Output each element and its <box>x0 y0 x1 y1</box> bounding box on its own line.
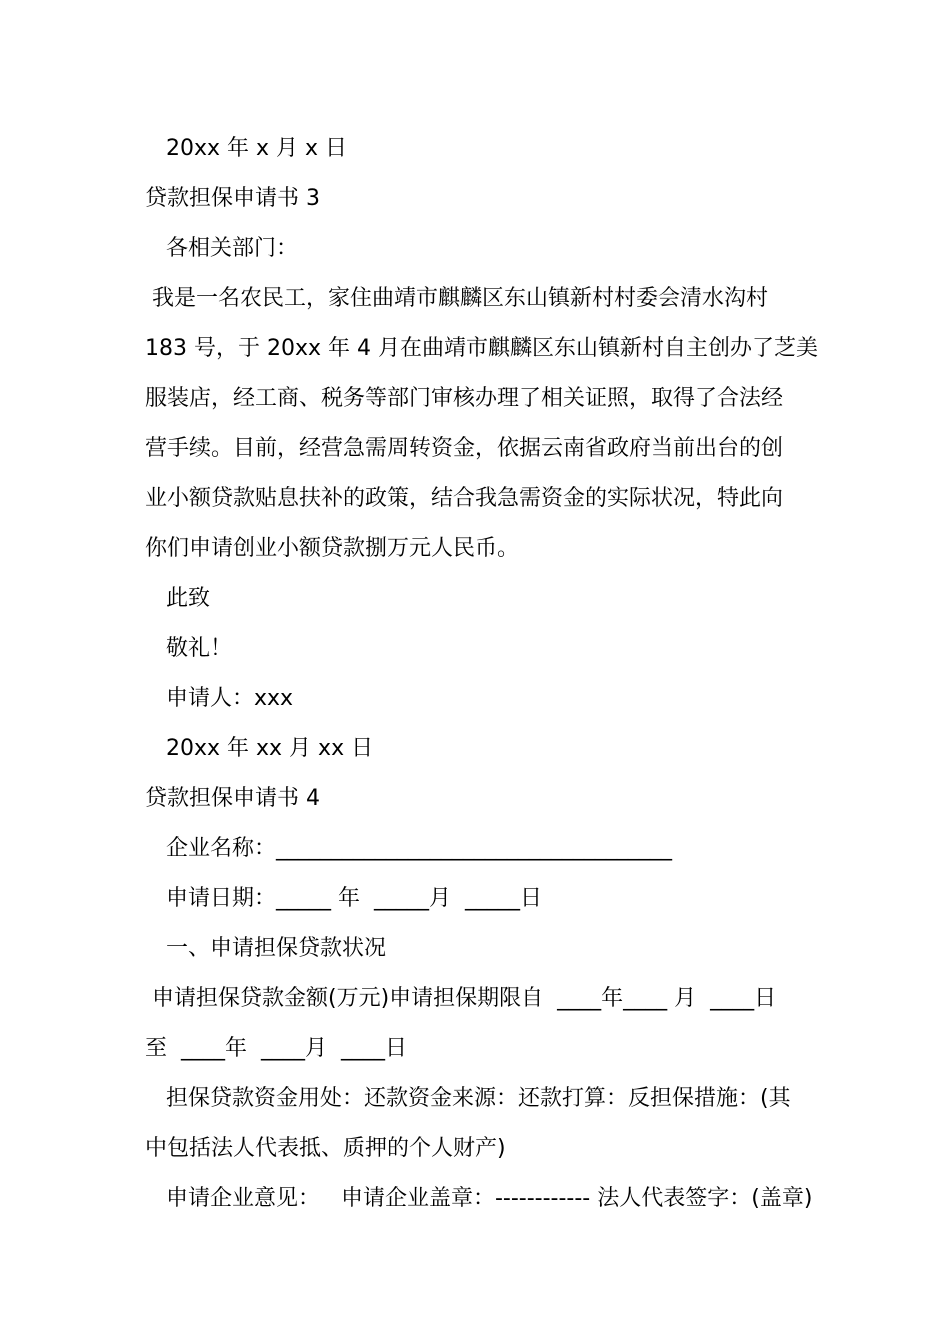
applicant-line: 申请人：xxx <box>166 686 294 711</box>
body-text-line: 你们申请创业小额贷款捌万元人民币。 <box>145 536 520 561</box>
section-title-4: 贷款担保申请书 4 <box>145 786 320 811</box>
closing-regards: 敬礼！ <box>166 636 233 661</box>
closing-line: 此致 <box>166 586 211 611</box>
signature-line: 申请企业意见： 申请企业盖章：------------ 法人代表签字：(盖章) <box>166 1186 813 1211</box>
loan-usage-line: 担保贷款资金用处：还款资金来源：还款打算：反担保措施：(其 <box>166 1086 791 1111</box>
loan-usage-line: 中包括法人代表抵、质押的个人财产) <box>145 1136 506 1161</box>
date-line: 20xx 年 x 月 x 日 <box>166 136 348 161</box>
body-text-line: 服装店，经工商、税务等部门审核办理了相关证照，取得了合法经 <box>145 386 784 411</box>
body-text-line: 我是一名农民工，家住曲靖市麒麟区东山镇新村村委会清水沟村 <box>145 286 768 311</box>
subsection-heading: 一、申请担保贷款状况 <box>166 936 387 961</box>
body-text-line: 营手续。目前，经营急需周转资金，依据云南省政府当前出台的创 <box>145 436 784 461</box>
company-name-field: 企业名称：____________________________________ <box>166 836 673 861</box>
section-title-3: 贷款担保申请书 3 <box>145 186 320 211</box>
loan-period-line: 至 ____年 ____月 ____日 <box>145 1036 407 1061</box>
body-text-line: 183 号，于 20xx 年 4 月在曲靖市麒麟区东山镇新村自主创办了芝美 <box>145 336 818 361</box>
body-text-line: 业小额贷款贴息扶补的政策，结合我急需资金的实际状况，特此向 <box>145 486 784 511</box>
application-date-field: 申请日期：_____ 年 _____月 _____日 <box>166 886 542 911</box>
salutation: 各相关部门： <box>166 236 299 261</box>
date-line: 20xx 年 xx 月 xx 日 <box>166 736 374 761</box>
loan-amount-line: 申请担保贷款金额(万元)申请担保期限自 ____年____ 月 ____日 <box>145 986 777 1011</box>
